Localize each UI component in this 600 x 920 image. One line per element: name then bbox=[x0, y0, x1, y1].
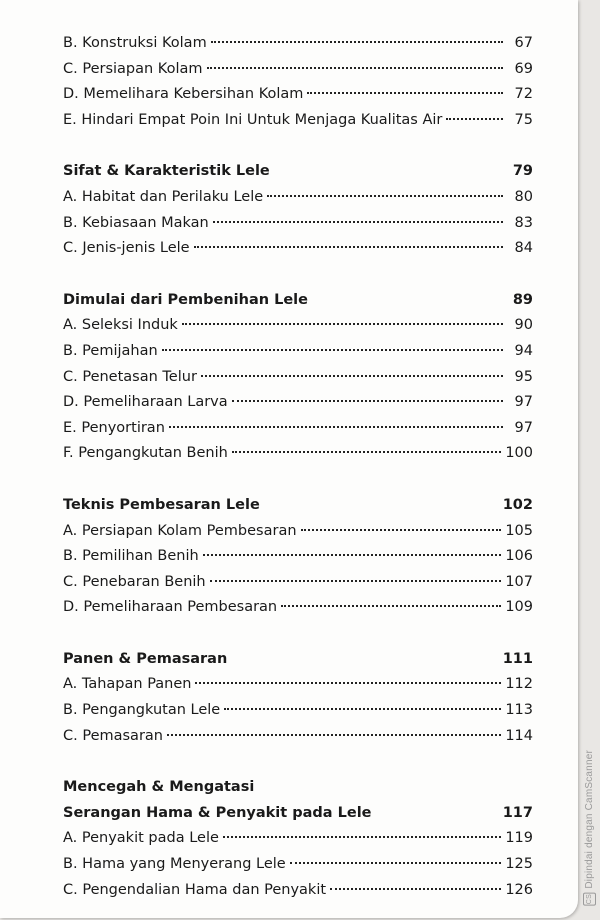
toc-entry bbox=[63, 441, 533, 467]
toc-entry-label: E. Hindari Empat Poin Ini Untuk Menjaga Kualitas Air bbox=[63, 111, 443, 128]
dot-leader bbox=[195, 682, 501, 684]
toc-entry-label: A. Habitat dan Perilaku Lele bbox=[63, 188, 264, 205]
toc-entry-page: 126 bbox=[505, 881, 533, 898]
toc-entry-page: 72 bbox=[514, 86, 533, 103]
toc-entry-label: B. Pengangkutan Lele bbox=[63, 702, 221, 719]
toc-entry bbox=[63, 878, 533, 904]
toc-entry-page: 106 bbox=[505, 548, 533, 565]
toc-entry-page: 113 bbox=[505, 702, 533, 719]
chapter-page: 79 bbox=[512, 163, 533, 180]
table-of-contents bbox=[63, 31, 533, 903]
chapter-title: Sifat & Karakteristik Lele bbox=[63, 163, 270, 180]
chapter-title-line bbox=[63, 775, 533, 801]
toc-entry-label: E. Penyortiran bbox=[63, 419, 165, 436]
toc-entry bbox=[63, 108, 533, 134]
toc-entry bbox=[63, 211, 533, 237]
toc-entry bbox=[63, 31, 533, 57]
toc-chapter bbox=[63, 493, 533, 621]
toc-entry bbox=[63, 390, 533, 416]
chapter-title: Panen & Pemasaran bbox=[63, 650, 228, 667]
toc-chapter bbox=[63, 647, 533, 749]
toc-entry bbox=[63, 852, 533, 878]
toc-entry-label: F. Pengangkutan Benih bbox=[63, 445, 228, 462]
toc-entry-label: B. Pemijahan bbox=[63, 342, 158, 359]
toc-chapter bbox=[63, 159, 533, 261]
toc-entry-label: C. Pengendalian Hama dan Penyakit bbox=[63, 881, 327, 898]
toc-entry bbox=[63, 339, 533, 365]
toc-entry-page: 83 bbox=[514, 214, 533, 231]
toc-entry-page: 107 bbox=[505, 573, 533, 590]
chapter-heading bbox=[63, 288, 533, 314]
toc-entry-page: 125 bbox=[505, 856, 533, 873]
toc-entry-page: 97 bbox=[514, 419, 533, 436]
toc-entry-page: 105 bbox=[505, 522, 533, 539]
dot-leader bbox=[224, 708, 501, 710]
toc-entry-label: A. Tahapan Panen bbox=[63, 676, 192, 693]
toc-entry-page: 80 bbox=[514, 188, 533, 205]
toc-entry bbox=[63, 826, 533, 852]
chapter-page: 102 bbox=[502, 496, 533, 513]
toc-entry-label: A. Penyakit pada Lele bbox=[63, 830, 219, 847]
toc-entry bbox=[63, 570, 533, 596]
toc-entry-page: 100 bbox=[505, 445, 533, 462]
toc-entry-page: 69 bbox=[514, 60, 533, 77]
toc-entry bbox=[63, 313, 533, 339]
chapter-page: 89 bbox=[512, 291, 533, 308]
dot-leader bbox=[267, 195, 503, 197]
scanner-watermark bbox=[583, 750, 596, 906]
toc-entry-page: 90 bbox=[514, 317, 533, 334]
toc-entry bbox=[63, 595, 533, 621]
dot-leader bbox=[290, 862, 502, 864]
toc-entry bbox=[63, 236, 533, 262]
toc-entry-page: 95 bbox=[514, 368, 533, 385]
toc-entry-page: 112 bbox=[505, 676, 533, 693]
dot-leader bbox=[301, 529, 502, 531]
chapter-title: Teknis Pembesaran Lele bbox=[63, 496, 260, 513]
dot-leader bbox=[223, 836, 501, 838]
dot-leader bbox=[203, 554, 502, 556]
chapter-heading bbox=[63, 159, 533, 185]
dot-leader bbox=[194, 246, 503, 248]
dot-leader bbox=[207, 67, 503, 69]
chapter-title: Mencegah & Mengatasi bbox=[63, 779, 255, 796]
chapter-title: Dimulai dari Pembenihan Lele bbox=[63, 291, 308, 308]
toc-entry-label: B. Pemilihan Benih bbox=[63, 548, 199, 565]
toc-entry-page: 75 bbox=[514, 111, 533, 128]
toc-entry-label: C. Penebaran Benih bbox=[63, 573, 206, 590]
toc-entry bbox=[63, 519, 533, 545]
dot-leader bbox=[232, 451, 501, 453]
dot-leader bbox=[307, 92, 503, 94]
toc-entry-page: 67 bbox=[514, 35, 533, 51]
toc-entry bbox=[63, 698, 533, 724]
dot-leader bbox=[330, 888, 501, 890]
toc-entry-label: A. Seleksi Induk bbox=[63, 317, 178, 334]
chapter-heading bbox=[63, 493, 533, 519]
toc-entry bbox=[63, 544, 533, 570]
dot-leader bbox=[210, 580, 502, 582]
chapter-page: 117 bbox=[502, 804, 533, 821]
dot-leader bbox=[182, 323, 503, 325]
toc-entry-page: 84 bbox=[514, 240, 533, 257]
toc-entry-page: 97 bbox=[514, 394, 533, 411]
toc-entry bbox=[63, 365, 533, 391]
dot-leader bbox=[446, 118, 503, 120]
dot-leader bbox=[162, 349, 503, 351]
toc-entry-page: 114 bbox=[505, 727, 533, 744]
toc-entry-label: C. Persiapan Kolam bbox=[63, 60, 203, 77]
dot-leader bbox=[281, 605, 501, 607]
camscanner-icon: CS bbox=[583, 893, 596, 906]
watermark-text: Dipindai dengan CamScanner bbox=[584, 750, 595, 889]
toc-entry-label: A. Persiapan Kolam Pembesaran bbox=[63, 522, 297, 539]
dot-leader bbox=[169, 426, 503, 428]
toc-entry-label: C. Jenis-jenis Lele bbox=[63, 240, 190, 257]
chapter-title: Serangan Hama & Penyakit pada Lele bbox=[63, 804, 372, 821]
toc-chapter bbox=[63, 775, 533, 903]
dot-leader bbox=[167, 734, 501, 736]
toc-entry-label: B. Konstruksi Kolam bbox=[63, 35, 207, 51]
dot-leader bbox=[201, 375, 503, 377]
toc-chapter bbox=[63, 288, 533, 467]
toc-entry-page: 109 bbox=[505, 599, 533, 616]
toc-entry-page: 94 bbox=[514, 342, 533, 359]
toc-entry-label: D. Memelihara Kebersihan Kolam bbox=[63, 86, 304, 103]
toc-entry bbox=[63, 724, 533, 750]
chapter-heading bbox=[63, 647, 533, 673]
toc-entry-label: D. Pemeliharaan Pembesaran bbox=[63, 599, 278, 616]
chapter-page: 111 bbox=[502, 650, 533, 667]
toc-entry-page: 119 bbox=[505, 830, 533, 847]
dot-leader bbox=[232, 400, 503, 402]
chapter-heading bbox=[63, 801, 533, 827]
toc-entry bbox=[63, 82, 533, 108]
toc-entry bbox=[63, 672, 533, 698]
toc-entry-label: B. Hama yang Menyerang Lele bbox=[63, 856, 286, 873]
toc-entry bbox=[63, 57, 533, 83]
toc-entry bbox=[63, 185, 533, 211]
toc-entry-label: D. Pemeliharaan Larva bbox=[63, 394, 228, 411]
toc-entry-label: C. Pemasaran bbox=[63, 727, 163, 744]
toc-entry bbox=[63, 416, 533, 442]
dot-leader bbox=[211, 41, 503, 43]
toc-entry-label: B. Kebiasaan Makan bbox=[63, 214, 209, 231]
toc-entry-label: C. Penetasan Telur bbox=[63, 368, 197, 385]
dot-leader bbox=[213, 221, 503, 223]
